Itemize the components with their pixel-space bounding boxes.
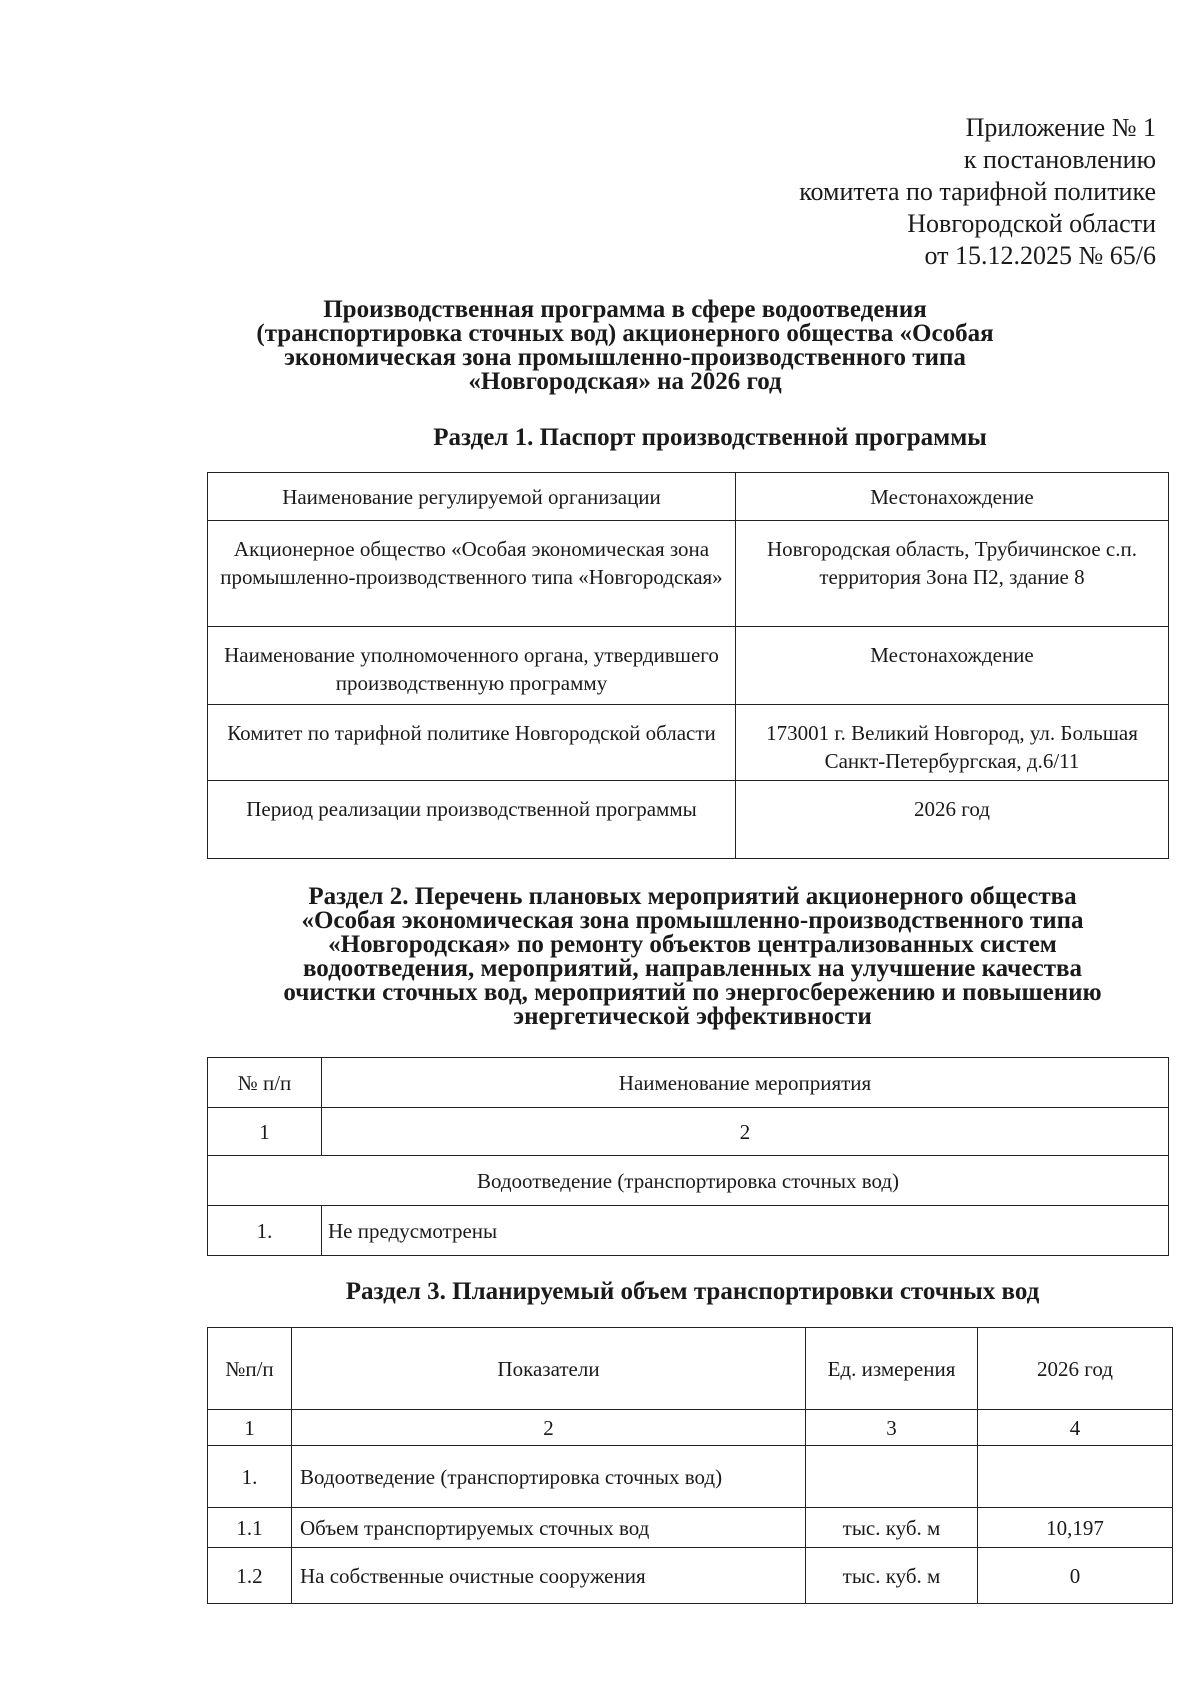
table-cell: № п/п bbox=[208, 1058, 322, 1108]
table-cell: тыс. куб. м bbox=[806, 1508, 978, 1548]
passport-table bbox=[207, 472, 1169, 859]
heading-line: «Особая экономическая зона промышленно-производственного типа bbox=[301, 907, 1084, 934]
table-cell: Новгородская область, Трубичинское с.п. территория Зона П2, здание 8 bbox=[736, 521, 1169, 627]
table-cell: Наименование регулируемой организации bbox=[208, 473, 736, 521]
table-cell: Период реализации производственной программы bbox=[208, 781, 736, 859]
heading-line: Раздел 2. Перечень плановых мероприятий акционерного общества bbox=[308, 883, 1077, 910]
table-cell: 2 bbox=[292, 1410, 806, 1446]
table-row bbox=[208, 1548, 1173, 1604]
table-cell: Не предусмотрены bbox=[322, 1206, 1169, 1256]
section3-heading-text: Раздел 3. Планируемый объем транспортировки сточных вод bbox=[345, 1278, 1040, 1305]
table-cell: Комитет по тарифной политике Новгородской области bbox=[208, 705, 736, 781]
table-cell: тыс. куб. м bbox=[806, 1548, 978, 1604]
heading-line: водоотведения, мероприятий, направленных на улучшение качества bbox=[302, 955, 1083, 982]
table-row bbox=[208, 1508, 1173, 1548]
appendix-line: Приложение № 1 bbox=[965, 113, 1156, 142]
section3-heading bbox=[200, 1280, 1185, 1304]
table-cell: 2026 год bbox=[978, 1328, 1173, 1410]
table-row bbox=[208, 1058, 1169, 1108]
table-cell: 1 bbox=[208, 1108, 322, 1156]
table-cell: Наименование мероприятия bbox=[322, 1058, 1169, 1108]
table-cell: Водоотведение (транспортировка сточных вод) bbox=[292, 1446, 806, 1508]
table-cell: 4 bbox=[978, 1410, 1173, 1446]
table-row bbox=[208, 1410, 1173, 1446]
table-cell: Ед. измерения bbox=[806, 1328, 978, 1410]
table-cell: 1. bbox=[208, 1206, 322, 1256]
table-row bbox=[208, 473, 1169, 521]
table-cell bbox=[806, 1446, 978, 1508]
appendix-block bbox=[656, 112, 1156, 272]
table-cell: Наименование уполномоченного органа, утвердившего производственную программу bbox=[208, 627, 736, 705]
table-cell: 173001 г. Великий Новгород, ул. Большая Санкт-Петербургская, д.6/11 bbox=[736, 705, 1169, 781]
table-cell: Акционерное общество «Особая экономическая зона промышленно-производственного типа «Новгородская» bbox=[208, 521, 736, 627]
table-cell: На собственные очистные сооружения bbox=[292, 1548, 806, 1604]
heading-line: энергетической эффективности bbox=[513, 1003, 872, 1030]
table-row bbox=[208, 1206, 1169, 1256]
document-title bbox=[200, 298, 1050, 394]
section1-heading-text: Раздел 1. Паспорт производственной программы bbox=[433, 424, 987, 451]
section1-heading bbox=[200, 426, 1200, 450]
appendix-line: комитета по тарифной политике bbox=[799, 177, 1156, 206]
table-row bbox=[208, 781, 1169, 859]
group-cell: Водоотведение (транспортировка сточных вод) bbox=[208, 1156, 1169, 1206]
volume-table bbox=[207, 1327, 1173, 1604]
table-cell: №п/п bbox=[208, 1328, 292, 1410]
table-cell: Объем транспортируемых сточных вод bbox=[292, 1508, 806, 1548]
table-row bbox=[208, 1328, 1173, 1410]
appendix-line: Новгородской области bbox=[907, 209, 1156, 238]
table-row bbox=[208, 521, 1169, 627]
table-cell: 1.2 bbox=[208, 1548, 292, 1604]
table-cell bbox=[978, 1446, 1173, 1508]
title-line: (транспортировка сточных вод) акционерного общества «Особая bbox=[256, 320, 994, 347]
table-row bbox=[208, 1446, 1173, 1508]
table-cell: Показатели bbox=[292, 1328, 806, 1410]
appendix-line: к постановлению bbox=[963, 145, 1156, 174]
title-line: экономическая зона промышленно-производственного типа bbox=[284, 344, 966, 371]
table-row bbox=[208, 705, 1169, 781]
section2-heading bbox=[200, 885, 1185, 1029]
table-cell: 0 bbox=[978, 1548, 1173, 1604]
title-line: Производственная программа в сфере водоотведения bbox=[323, 296, 927, 323]
appendix-line: от 15.12.2025 № 65/6 bbox=[924, 241, 1156, 270]
table-cell: 2 bbox=[322, 1108, 1169, 1156]
measures-table bbox=[207, 1057, 1169, 1256]
table-row bbox=[208, 1108, 1169, 1156]
table-cell: Местонахождение bbox=[736, 627, 1169, 705]
table-row bbox=[208, 1156, 1169, 1206]
heading-line: «Новгородская» по ремонту объектов централизованных систем bbox=[328, 931, 1057, 958]
table-cell: 3 bbox=[806, 1410, 978, 1446]
table-cell: 1 bbox=[208, 1410, 292, 1446]
table-cell: 1. bbox=[208, 1446, 292, 1508]
table-cell: Местонахождение bbox=[736, 473, 1169, 521]
table-cell: 1.1 bbox=[208, 1508, 292, 1548]
table-cell: 2026 год bbox=[736, 781, 1169, 859]
table-row bbox=[208, 627, 1169, 705]
table-cell: 10,197 bbox=[978, 1508, 1173, 1548]
heading-line: очистки сточных вод, мероприятий по энергосбережению и повышению bbox=[283, 979, 1102, 1006]
title-line: «Новгородская» на 2026 год bbox=[468, 368, 782, 395]
